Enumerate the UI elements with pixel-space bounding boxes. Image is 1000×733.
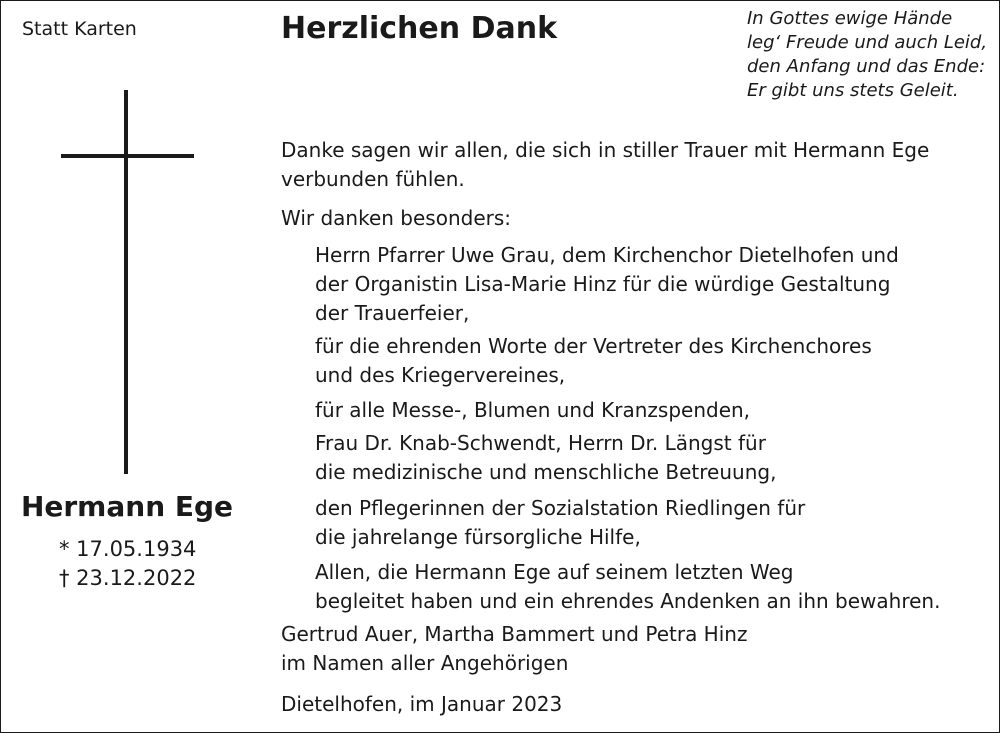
birth-date: * 17.05.1934 <box>59 537 197 561</box>
thanks-line: der Organistin Lisa-Marie Hinz für die würdige Gestaltung <box>315 272 891 296</box>
signature-block <box>281 620 747 678</box>
thanks-line: für die ehrenden Worte der Vertreter des Kirchenchores <box>315 334 872 358</box>
poem-line: den Anfang und das Ende: <box>747 56 986 77</box>
thanks-item <box>315 494 805 552</box>
thanks-line: begleitet haben und ein ehrendes Andenken an ihn bewahren. <box>315 589 941 613</box>
thanks-line: Frau Dr. Knab-Schwendt, Herrn Dr. Längst für <box>315 431 766 455</box>
life-dates <box>59 535 196 593</box>
intro-paragraph <box>281 136 929 194</box>
thanks-line: und des Kriegervereines, <box>315 363 566 387</box>
thanks-line: für alle Messe-, Blumen und Kranzspenden, <box>315 398 751 422</box>
thanks-line: die jahrelange fürsorgliche Hilfe, <box>315 525 641 549</box>
intro-line: Danke sagen wir allen, die sich in stiller Trauer mit Hermann Ege <box>281 138 930 162</box>
poem-line: Er gibt uns stets Geleit. <box>747 80 959 101</box>
poem-verse <box>747 7 987 103</box>
thanks-item <box>315 332 872 390</box>
thanks-line: Allen, die Hermann Ege auf seinem letzten Weg <box>315 560 794 584</box>
thanks-line: Herrn Pfarrer Uwe Grau, dem Kirchenchor Dietelhofen und <box>315 243 899 267</box>
intro-line: verbunden fühlen. <box>281 167 465 191</box>
statt-karten-label: Statt Karten <box>22 18 137 40</box>
thanks-line: den Pflegerinnen der Sozialstation Riedlingen für <box>315 496 806 520</box>
cross-icon-horizontal-bar <box>61 154 194 158</box>
thanks-item <box>315 429 776 487</box>
signature-note: im Namen aller Angehörigen <box>281 651 569 675</box>
thanks-item <box>315 558 940 616</box>
poem-line: In Gottes ewige Hände <box>747 8 953 29</box>
thanks-heading: Wir danken besonders: <box>281 206 512 230</box>
thanks-item <box>315 396 750 425</box>
poem-line: leg‘ Freude und auch Leid, <box>747 32 988 53</box>
place-date: Dietelhofen, im Januar 2023 <box>281 692 563 716</box>
cross-icon-vertical-bar <box>124 90 128 474</box>
thanks-line: der Trauerfeier, <box>315 301 470 325</box>
thanks-line: die medizinische und menschliche Betreuung, <box>315 460 777 484</box>
thanks-item <box>315 241 899 328</box>
death-date: † 23.12.2022 <box>59 566 197 590</box>
deceased-name: Hermann Ege <box>20 490 234 523</box>
notice-title: Herzlichen Dank <box>281 11 558 46</box>
signature-names: Gertrud Auer, Martha Bammert und Petra Hinz <box>281 622 748 646</box>
